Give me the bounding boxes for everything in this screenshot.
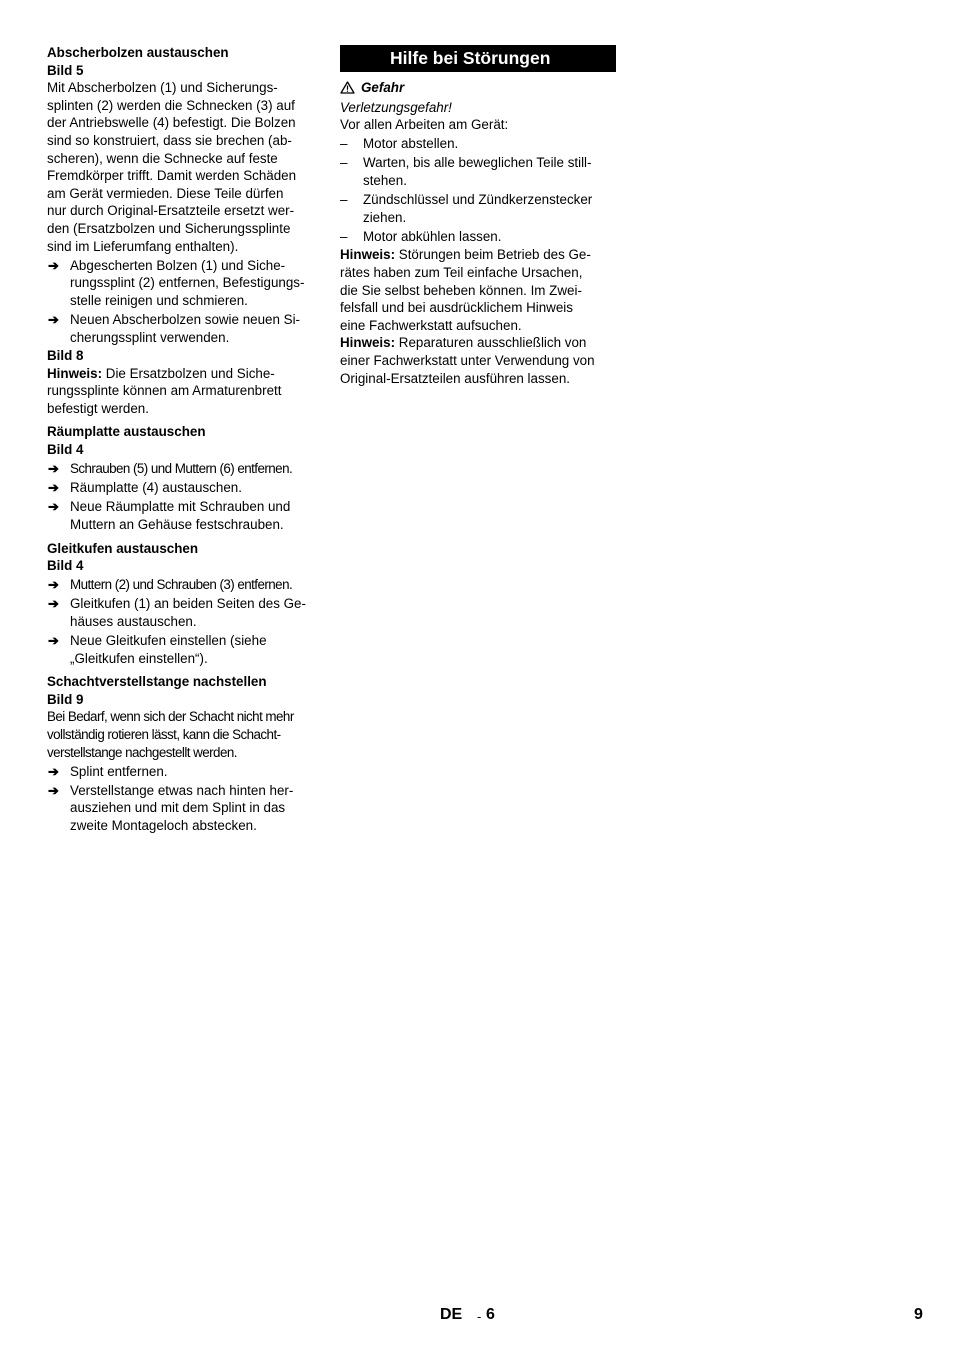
list-item: ➔ Neue Gleitkufen einstellen (siehe „Gleitkufen einstellen“). bbox=[48, 633, 267, 666]
arrow-right-icon: ➔ bbox=[48, 257, 59, 273]
arrow-right-icon: ➔ bbox=[48, 577, 59, 593]
figure-ref: Bild 5 bbox=[47, 62, 84, 78]
figure-ref: Bild 8 bbox=[47, 348, 84, 364]
safety-list bbox=[340, 135, 616, 245]
list-item: – Warten, bis alle beweglichen Teile still- stehen. bbox=[340, 155, 592, 188]
right-column bbox=[340, 44, 616, 387]
footer-language: DE bbox=[440, 1306, 463, 1323]
figure-ref: Bild 4 bbox=[47, 442, 84, 458]
list-item: ➔ Neuen Abscherbolzen sowie neuen Si- cherungssplint verwenden. bbox=[48, 311, 301, 345]
arrow-right-icon: ➔ bbox=[48, 311, 59, 327]
footer-separator: - bbox=[477, 1309, 482, 1324]
list-item: – Motor abkühlen lassen. bbox=[340, 228, 502, 244]
note-stoerungen: Hinweis: Störungen beim Betrieb des Ge- rätes haben zum Teil einfache Ursachen, die Sie selbst beheben können. Im Zwei- felsfall und bei ausdrücklichem Hinweis eine Fachwerkstatt aufsuchen. bbox=[340, 247, 591, 333]
section-title-bar: Hilfe bei Störungen bbox=[340, 45, 616, 72]
instruction-list bbox=[47, 763, 323, 835]
arrow-right-icon: ➔ bbox=[48, 763, 59, 779]
heading-raeumplatte: Räumplatte austauschen bbox=[47, 424, 206, 440]
arrow-right-icon: ➔ bbox=[48, 596, 59, 612]
warning-triangle-icon bbox=[340, 81, 355, 94]
arrow-right-icon: ➔ bbox=[48, 461, 59, 477]
intro-text: Vor allen Arbeiten am Gerät: bbox=[340, 117, 509, 133]
heading-gleitkufen: Gleitkufen austauschen bbox=[47, 540, 199, 556]
page-number: 9 bbox=[914, 1306, 923, 1323]
instruction-list bbox=[47, 460, 323, 533]
list-item: ➔ Splint entfernen. bbox=[48, 763, 168, 779]
list-item: ➔ Abgescherten Bolzen (1) und Siche- rungssplint (2) entfernen, Befestigungs- stelle reinigen und schmieren. bbox=[48, 257, 305, 308]
paragraph-abscherbolzen: Mit Abscherbolzen (1) und Sicherungs- splinten (2) werden die Schnecken (3) auf der Antriebswelle (4) befestigt. Die Bolzen sind so konstruiert, dass sie brechen (ab- scheren), wenn die Schnecke auf feste Fremdkörper trifft. Damit werden Schäden am Gerät vermieden. Diese Teile dürfen nur durch Original-Ersatzteile ersetzt wer- den (Ersatzbolzen und Sicherungssplinte sind im Lieferumfang enthalten). bbox=[47, 80, 297, 254]
list-item: ➔ Schrauben (5) und Muttern (6) entfernen. bbox=[48, 461, 293, 477]
arrow-right-icon: ➔ bbox=[48, 480, 59, 496]
heading-schachtverstellstange: Schachtverstellstange nachstellen bbox=[47, 674, 267, 690]
note-ersatzbolzen: Hinweis: Die Ersatzbolzen und Siche- rungssplinte können am Armaturenbrett befestigt werden. bbox=[47, 365, 282, 416]
arrow-right-icon: ➔ bbox=[48, 633, 59, 648]
list-item: ➔ Muttern (2) und Schrauben (3) entfernen. bbox=[48, 577, 293, 593]
heading-abscherbolzen: Abscherbolzen austauschen bbox=[47, 45, 229, 60]
footer-section-number: 6 bbox=[486, 1306, 495, 1323]
list-item: ➔ Verstellstange etwas nach hinten her- ausziehen und mit dem Splint in das zweite Montageloch abstecken. bbox=[48, 782, 294, 833]
arrow-right-icon: ➔ bbox=[48, 499, 59, 515]
arrow-right-icon: ➔ bbox=[48, 782, 59, 798]
figure-ref: Bild 4 bbox=[47, 558, 84, 574]
left-column bbox=[47, 44, 323, 835]
list-item: – Zündschlüssel und Zündkerzenstecker ziehen. bbox=[340, 192, 593, 225]
danger-text: Verletzungsgefahr! bbox=[340, 99, 452, 115]
instruction-list bbox=[47, 576, 323, 667]
instruction-list bbox=[47, 257, 323, 346]
list-item: ➔ Neue Räumplatte mit Schrauben und Muttern an Gehäuse festschrauben. bbox=[48, 499, 291, 532]
figure-ref: Bild 9 bbox=[47, 691, 84, 707]
list-item: ➔ Gleitkufen (1) an beiden Seiten des Ge- häuses austauschen. bbox=[48, 596, 306, 629]
paragraph-schachtverstellstange: Bei Bedarf, wenn sich der Schacht nicht mehr vollständig rotieren lässt, kann die Schacht- verstellstange nachgestellt werden. bbox=[47, 709, 294, 760]
danger-label: Gefahr bbox=[340, 79, 616, 97]
list-item: – Motor abstellen. bbox=[340, 136, 459, 152]
list-item: ➔ Räumplatte (4) austauschen. bbox=[48, 480, 242, 496]
note-reparaturen: Hinweis: Reparaturen ausschließlich von einer Fachwerkstatt unter Verwendung von Original-Ersatzteilen ausführen lassen. bbox=[340, 335, 595, 386]
